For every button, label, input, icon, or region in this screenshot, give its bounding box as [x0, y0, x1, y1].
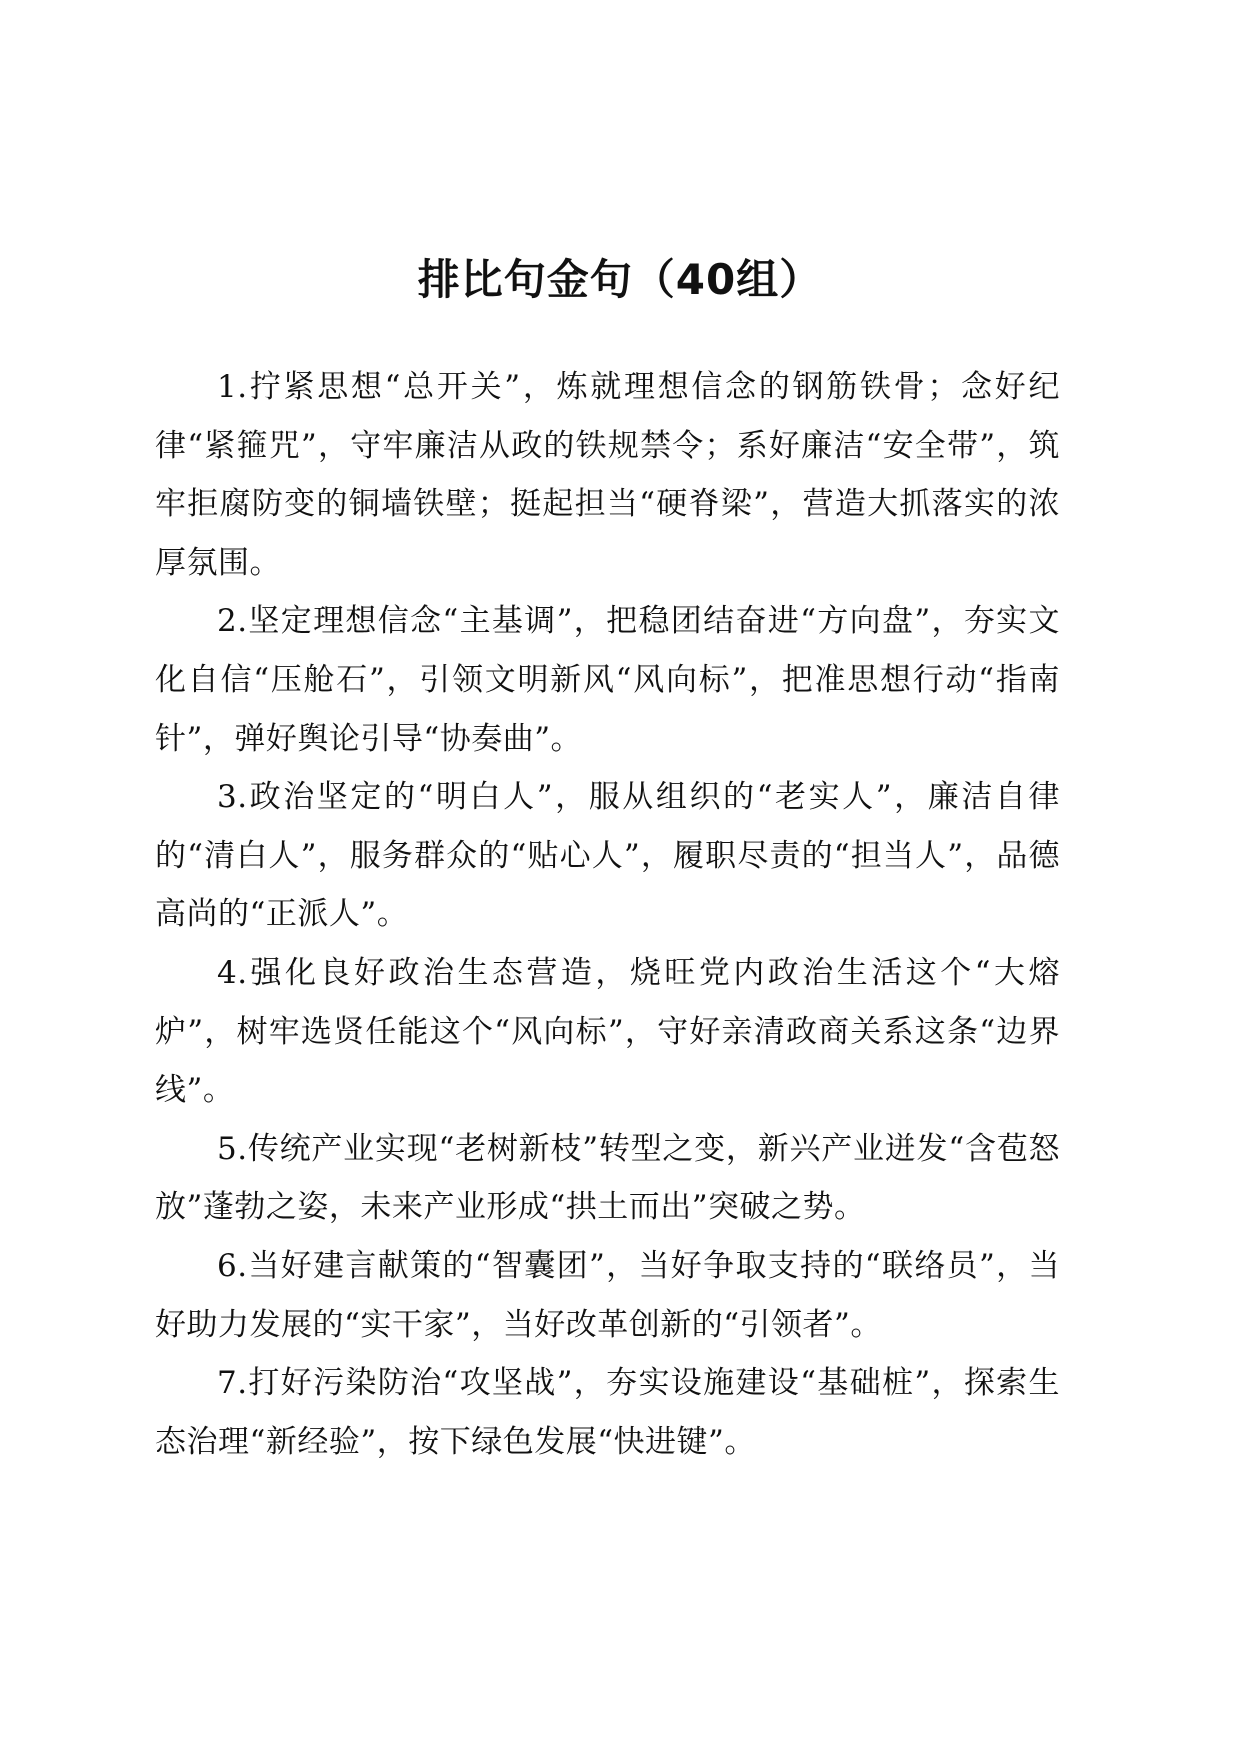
paragraph-4: 4.强化良好政治生态营造，烧旺党内政治生活这个“大熔炉”，树牢选贤任能这个“风向标”，守好亲清政商关系这条“边界线”。 [155, 954, 1060, 1109]
paragraph-6: 6.当好建言献策的“智囊团”，当好争取支持的“联络员”，当好助力发展的“实干家”，当好改革创新的“引领者”。 [155, 1247, 1060, 1343]
paragraph-7: 7.打好污染防治“攻坚战”，夯实设施建设“基础桩”，探索生态治理“新经验”，按下绿色发展“快进键”。 [155, 1365, 1060, 1460]
document-body [155, 358, 1060, 1471]
paragraph-1: 1.拧紧思想“总开关”，炼就理想信念的钢筋铁骨；念好纪律“紧箍咒”，守牢廉洁从政的铁规禁令；系好廉洁“安全带”，筑牢拒腐防变的铜墙铁壁；挺起担当“硬脊梁”，营造大抓落实的浓厚氛围。 [155, 369, 1060, 581]
paragraph-2: 2.坚定理想信念“主基调”，把稳团结奋进“方向盘”，夯实文化自信“压舱石”，引领文明新风“风向标”，把准思想行动“指南针”，弹好舆论引导“协奏曲”。 [155, 603, 1060, 757]
paragraph-5: 5.传统产业实现“老树新枝”转型之变，新兴产业迸发“含苞怒放”蓬勃之姿，未来产业形成“拱土而出”突破之势。 [155, 1130, 1060, 1226]
document-title: 排比句金句（40组） [417, 255, 823, 304]
paragraph-3: 3.政治坚定的“明白人”，服从组织的“老实人”，廉洁自律的“清白人”，服务群众的“贴心人”，履职尽责的“担当人”，品德高尚的“正派人”。 [155, 779, 1060, 933]
